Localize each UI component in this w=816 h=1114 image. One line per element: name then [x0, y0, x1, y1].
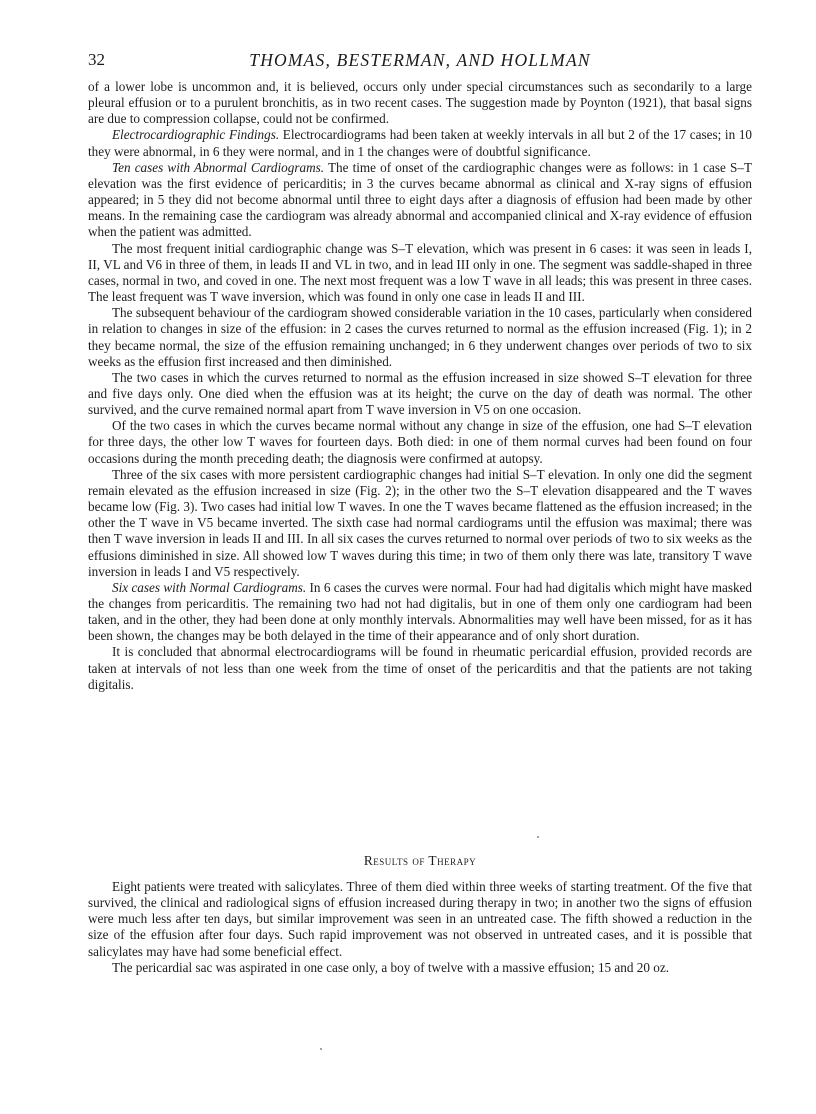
body-text: [88, 79, 752, 693]
page-header: [88, 50, 752, 76]
paragraph: [88, 418, 752, 466]
page-number: 32: [88, 50, 105, 69]
paragraph-text: The subsequent behaviour of the cardiogram showed considerable variation in the 10 cases, particularly when considered in relation to changes in size of the effusion: in 2 cases the curves returned to normal as the effusion increased (Fig. 1); in 2 they became normal, the size of the effusion remaining unchanged; in 6 they underwent changes over periods of two to six weeks as the effusion first increased and then diminished.: [88, 305, 752, 369]
paragraph-text: Of the two cases in which the curves became normal without any change in size of the effusion, one had S–T elevation for three days, the other low T waves for fourteen days. Both died: in one of them normal curves had been found on four occasions during the month preceding death; the diagnosis were confirmed at autopsy.: [88, 418, 752, 466]
paragraph-text: of a lower lobe is uncommon and, it is believed, occurs only under special circumstances such as secondarily to a large pleural effusion or to a purulent bronchitis, as in two recent cases. The suggestion made by Poynton (1921), that basal signs are due to compression collapse, could not be confirmed.: [88, 79, 752, 127]
runin-heading: Ten cases with Abnormal Cardiograms.: [112, 159, 325, 175]
paragraph-text: The two cases in which the curves returned to normal as the effusion increased in size showed S–T elevation for three and five days only. One died when the effusion was at its height; the curve on the day of death was normal. The other survived, and the curve remained normal apart from T wave inversion in V5 on one occasion.: [88, 369, 752, 418]
paragraph: [88, 305, 752, 370]
paragraph: [88, 241, 752, 306]
runin-heading: Six cases with Normal Cardiograms.: [112, 579, 307, 595]
paragraph: [88, 879, 752, 960]
paragraph-text: It is concluded that abnormal electrocardiograms will be found in rheumatic pericardial effusion, provided records are taken at intervals of not less than one week from the time of onset of the pericarditis and that the patients are not taking digitalis.: [88, 644, 752, 692]
paragraph-text: Eight patients were treated with salicylates. Three of them died within three weeks of starting treatment. Of the five that survived, the clinical and radiological signs of effusion increased during therapy in two; in another two the signs of effusion were much less after ten days, but similar improvement was seen in an untreated case. The fifth showed a reduction in the size of the effusion after four days. Such rapid improvement was not observed in untreated cases, and it is possible that salicylates may have had some beneficial effect.: [88, 879, 752, 959]
paragraph: [88, 580, 752, 645]
runin-heading: Electrocardiographic Findings.: [112, 127, 280, 143]
paragraph-text: The most frequent initial cardiographic change was S–T elevation, which was present in 6 cases: it was seen in leads I, II, VL and V6 in three of them, in leads II and VL in two, and in lead III only in one. The segment was saddle-shaped in three cases, normal in two, and coved in one. The next most frequent was a low T wave in all leads; this was present in three cases. The least frequent was T wave inversion, which was found in only one case in leads II and III.: [88, 240, 752, 305]
scan-speck: [320, 1048, 322, 1050]
paragraph: [88, 467, 752, 580]
paragraph-text: The time of onset of the cardiographic changes were as follows: in 1 case S–T elevation was the first evidence of pericarditis; in 3 the curves became abnormal as clinical and X-ray signs of effusion appeared; in 5 they did not become abnormal until three to eight days after a diagnosis of effusion had been made by other means. In the remaining case the cardiogram was already abnormal and accompanied clinical and X-ray evidence of effusion when the patient was admitted.: [88, 159, 752, 240]
paragraph: [88, 644, 752, 692]
paragraph: [88, 79, 752, 127]
paragraph: [88, 127, 752, 159]
paragraph-text: Three of the six cases with more persistent cardiographic changes had initial S–T elevation. In only one did the segment remain elevated as the effusion increased in size (Fig. 2); in the other two the S–T elevation disappeared and the T waves became low (Fig. 3). Two cases had initial low T waves. In one the T waves became flattened as the effusion increased; in the other the T wave in V5 became inverted. The sixth case had normal cardiograms until the effusion was maximal; there was then T wave inversion in leads II and III. In all six cases the curves returned to normal over periods of two to six weeks as the effusions diminished in size. All showed low T waves during this time; in two of them only there was late, transitory T wave inversion in leads I and V5 respectively.: [88, 466, 752, 579]
paragraph-text: The pericardial sac was aspirated in one case only, a boy of twelve with a massive effusion; 15 and 20 oz.: [112, 959, 669, 975]
results-text: [88, 879, 752, 976]
paragraph: [88, 160, 752, 241]
section-heading: Results of Therapy: [363, 853, 477, 868]
running-title: THOMAS, BESTERMAN, AND HOLLMAN: [249, 50, 591, 70]
paragraph: [88, 960, 752, 976]
paragraph: [88, 370, 752, 418]
scan-speck: [537, 836, 539, 838]
paragraph-text: Electrocardiograms had been taken at weekly intervals in all but 2 of the 17 cases; in 10 they were abnormal, in 6 they were normal, and in 1 the changes were of doubtful significance.: [88, 127, 753, 159]
paragraph-text: In 6 cases the curves were normal. Four had had digitalis which might have masked the changes from pericarditis. The remaining two had not had digitalis, but in one of them only one cardiogram had been taken, and in the other, they had been done at only monthly intervals. Abnormalities may well have been missed, for as it has been shown, the changes may be both delayed in the time of their appearance and of only short duration.: [88, 579, 752, 644]
